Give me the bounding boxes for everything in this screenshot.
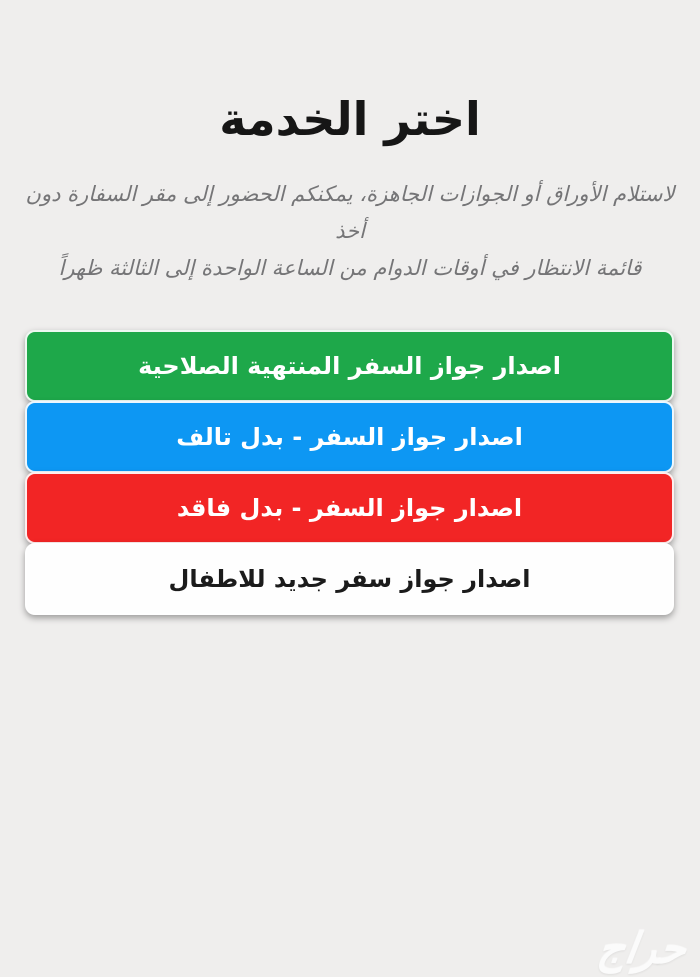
service-button-expired-passport[interactable]: اصدار جواز السفر المنتهية الصلاحية	[25, 330, 674, 402]
instructions-line-2: قائمة الانتظار في أوقات الدوام من الساعة الواحدة إلى الثالثة ظهراً	[58, 256, 642, 280]
instructions-line-1: لاستلام الأوراق أو الجوازات الجاهزة، يمكنكم الحضور إلى مقر السفارة دون أخذ	[25, 182, 675, 243]
service-button-damaged-replacement[interactable]: اصدار جواز السفر - بدل تالف	[25, 401, 674, 473]
instructions-text	[20, 176, 680, 287]
service-button-new-child-passport[interactable]: اصدار جواز سفر جديد للاطفال	[25, 543, 674, 615]
page-title: اختر الخدمة	[219, 92, 481, 146]
haraj-watermark: حراج	[594, 924, 690, 973]
service-button-list	[25, 331, 674, 615]
service-button-lost-replacement[interactable]: اصدار جواز السفر - بدل فاقد	[25, 472, 674, 544]
